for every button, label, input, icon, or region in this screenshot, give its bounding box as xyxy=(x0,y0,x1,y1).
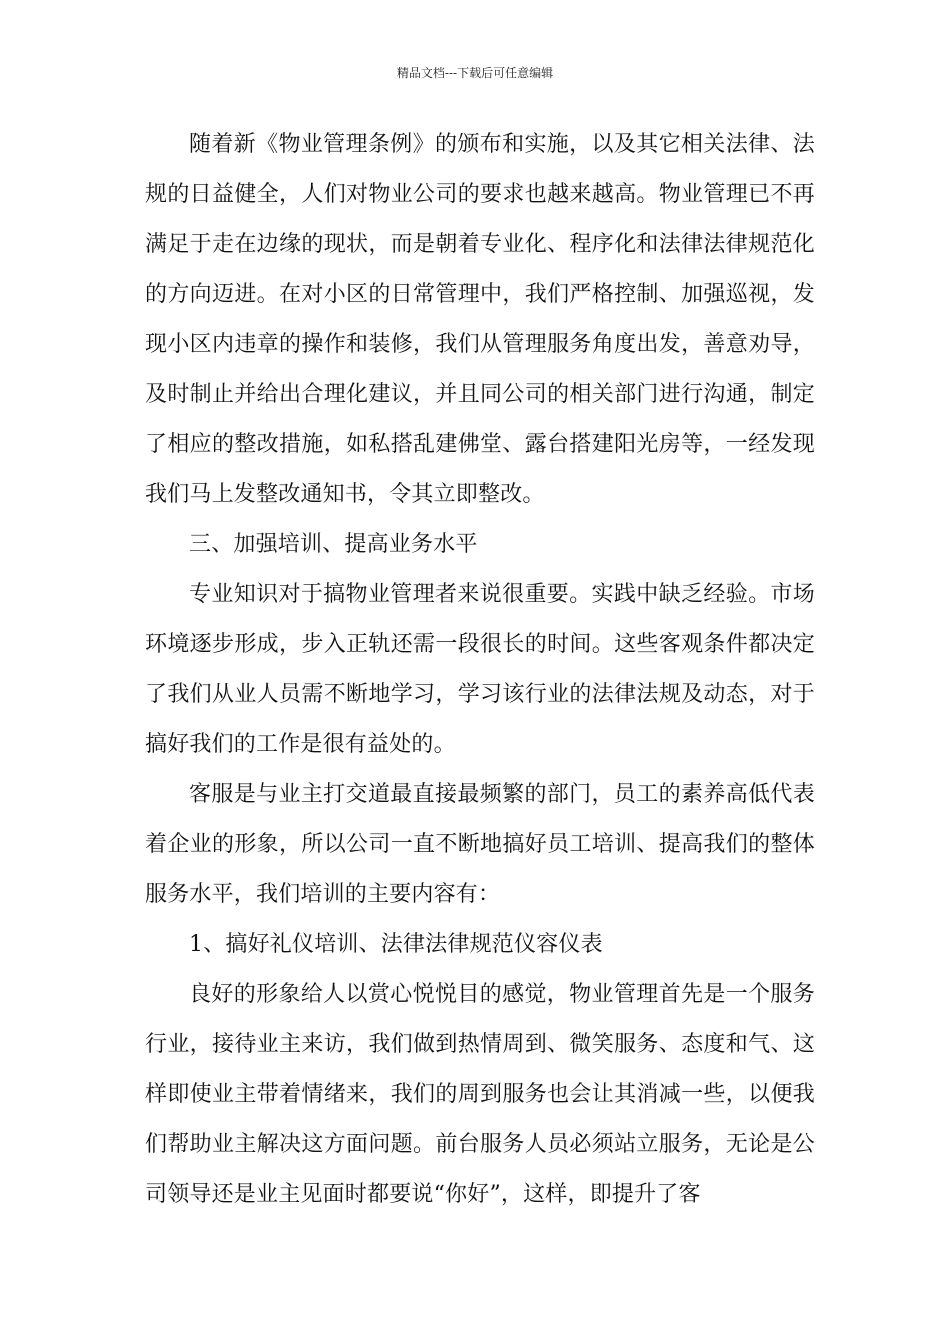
paragraph-good-image: 良好的形象给人以赏心悦悦目的感觉，物业管理首先是一个服务行业，接待业主来访，我们做到热情周到、微笑服务、态度和气、这样即使业主带着情绪来，我们的周到服务也会让其消减一些，以便我们帮助业主解决这方面问题。前台服务人员必须站立服务，无论是公司领导还是业主见面时都要说“你好”，这样，即提升了客 xyxy=(145,982,815,1207)
document-body xyxy=(145,120,815,1220)
subheading-etiquette-training: 1、搞好礼仪培训、法律法律规范仪容仪表 xyxy=(189,932,603,957)
page-header: 精品文档---下载后可任意编辑 xyxy=(396,66,554,80)
paragraph-regulations: 随着新《物业管理条例》的颁布和实施，以及其它相关法律、法规的日益健全，人们对物业公司的要求也越来越高。物业管理已不再满足于走在边缘的现状，而是朝着专业化、程序化和法律法律规范化的方向迈进。在对小区的日常管理中，我们严格控制、加强巡视，发现小区内违章的操作和装修，我们从管理服务角度出发，善意劝导，及时制止并给出合理化建议，并且同公司的相关部门进行沟通，制定了相应的整改措施，如私搭乱建佛堂、露台搭建阳光房等，一经发现我们马上发整改通知书，令其立即整改。 xyxy=(145,132,815,507)
paragraph-customer-service: 客服是与业主打交道最直接最频繁的部门，员工的素养高低代表着企业的形象，所以公司一直不断地搞好员工培训、提高我们的整体服务水平，我们培训的主要内容有： xyxy=(145,782,815,907)
paragraph-professional-knowledge: 专业知识对于搞物业管理者来说很重要。实践中缺乏经验。市场环境逐步形成，步入正轨还需一段很长的时间。这些客观条件都决定了我们从业人员需不断地学习，学习该行业的法律法规及动态，对于搞好我们的工作是很有益处的。 xyxy=(145,582,815,757)
section-heading-training: 三、加强培训、提高业务水平 xyxy=(189,532,478,557)
